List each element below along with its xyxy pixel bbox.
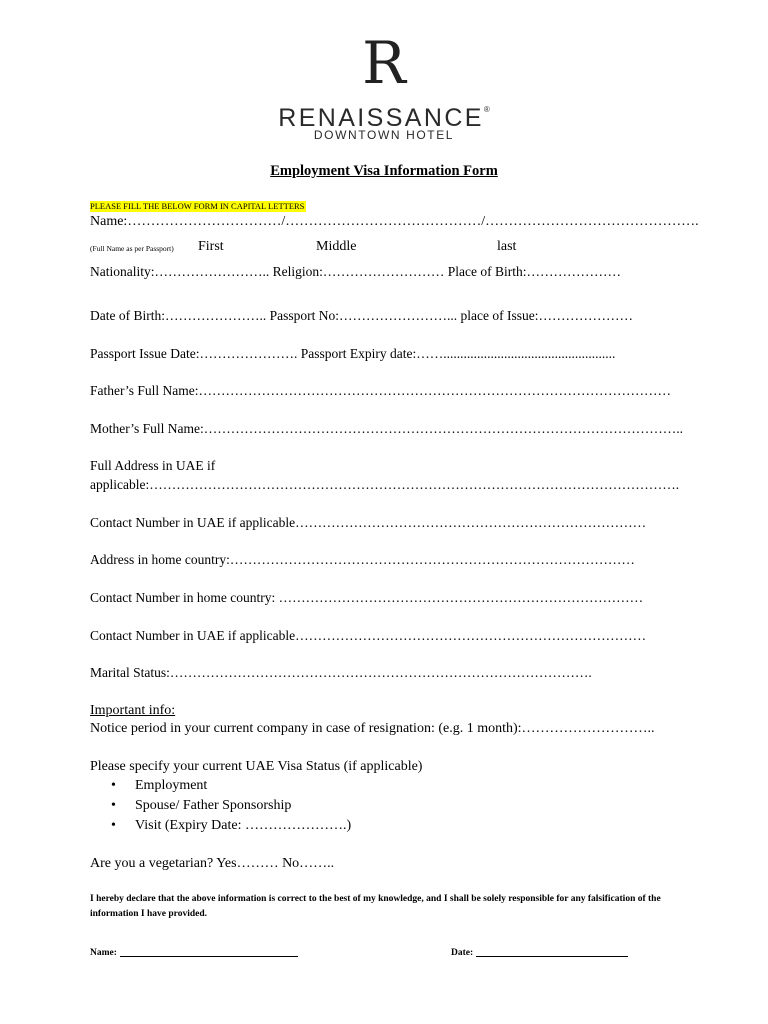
bullet-icon: •	[111, 818, 116, 833]
vegetarian-field[interactable]: Are you a vegetarian? Yes……… No……..	[90, 856, 335, 871]
home-address-field[interactable]: Address in home country:………………………………………………………………………………	[90, 552, 635, 567]
visa-option-label: Spouse/ Father Sponsorship	[135, 798, 292, 813]
registered-mark: ®	[483, 105, 490, 114]
signature-name-row	[90, 946, 298, 958]
name-field[interactable]: Name:……………………………/……………………………………/……………………………………….	[90, 214, 699, 229]
logo-name-text: RENAISSANCE	[278, 104, 484, 132]
declaration-text: I hereby declare that the above information is correct to the best of my knowledge, and I shall be solely responsible for any falsification of the information I have provided.	[90, 894, 661, 919]
last-name-label: last	[497, 239, 517, 254]
mother-name-field[interactable]: Mother’s Full Name:……………………………………………………………………………………………..	[90, 421, 683, 436]
visa-status-question: Please specify your current UAE Visa Status (if applicable)	[90, 759, 423, 774]
name-hint: (Full Name as per Passport)	[90, 244, 174, 253]
bullet-icon: •	[111, 798, 116, 813]
home-contact-field[interactable]: Contact Number in home country: ………………………………………………………………………	[90, 590, 644, 605]
important-info-heading: Important info:	[90, 703, 176, 718]
signature-name-line[interactable]	[120, 946, 298, 957]
visa-option-label: Visit (Expiry Date: ………………….)	[135, 818, 352, 833]
middle-name-label: Middle	[316, 239, 357, 254]
marital-status-field[interactable]: Marital Status:………………………………………………………………………………….	[90, 665, 592, 680]
uae-contact-field-2[interactable]: Contact Number in UAE if applicable……………………………………………………………………	[90, 628, 647, 643]
uae-address-field[interactable]: applicable:……………………………………………………………………………………………………….	[90, 477, 680, 492]
logo-wordmark	[0, 97, 768, 131]
father-name-field[interactable]: Father’s Full Name:……………………………………………………………………………………………	[90, 383, 671, 398]
name-hint-row	[90, 239, 174, 257]
visa-option-label: Employment	[135, 778, 208, 793]
capital-letters-instruction: PLEASE FILL THE BELOW FORM IN CAPITAL LETTERS	[90, 201, 305, 211]
signature-name-label: Name:	[90, 948, 117, 958]
signature-date-row	[451, 946, 628, 958]
logo-subtitle: DOWNTOWN HOTEL	[313, 128, 455, 142]
dob-passport-field[interactable]: Date of Birth:………………….. Passport No:……………………... place of Issue:…………………	[90, 308, 633, 323]
uae-contact-field[interactable]: Contact Number in UAE if applicable……………………………………………………………………	[90, 515, 647, 530]
visa-status-options	[90, 776, 351, 836]
logo-letter: R	[362, 29, 406, 97]
visa-option[interactable]	[90, 776, 351, 796]
signature-date-label: Date:	[451, 948, 474, 958]
bullet-icon: •	[111, 778, 116, 793]
passport-dates-field[interactable]: Passport Issue Date:…………………. Passport Expiry date:……...................................................	[90, 346, 616, 361]
visa-option[interactable]	[90, 796, 351, 816]
uae-address-label: Full Address in UAE if	[90, 458, 216, 473]
nationality-religion-birthplace-field[interactable]: Nationality:…………………….. Religion:……………………… Place of Birth:…………………	[90, 264, 621, 279]
first-name-label: First	[198, 239, 224, 254]
notice-period-field[interactable]: Notice period in your current company in case of resignation: (e.g. 1 month):………………………..	[90, 721, 655, 736]
signature-date-line[interactable]	[476, 946, 628, 957]
visa-option[interactable]	[90, 816, 351, 836]
form-title: Employment Visa Information Form	[270, 163, 498, 179]
